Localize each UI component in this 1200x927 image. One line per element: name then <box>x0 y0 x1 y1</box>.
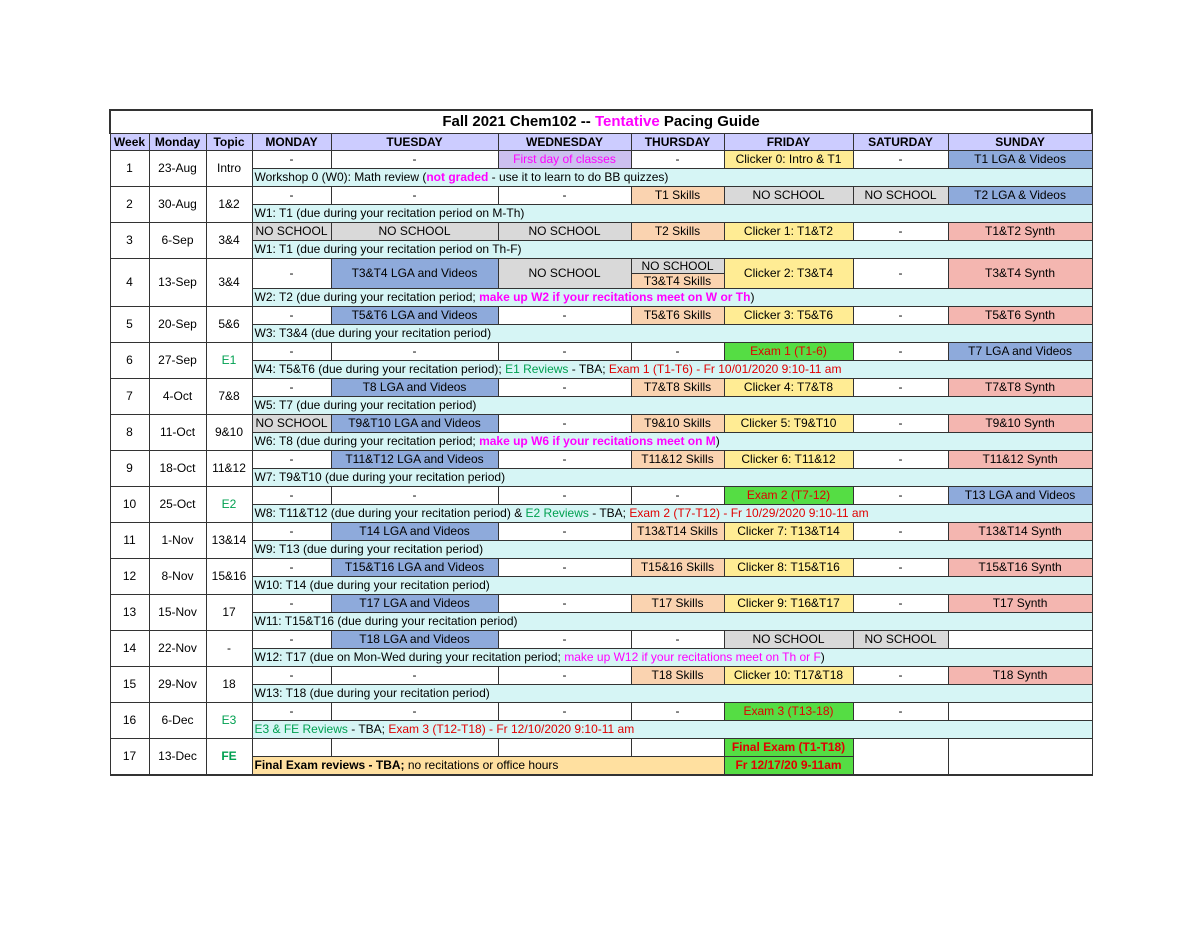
cell-thursday: T5&T6 Skills <box>631 307 724 325</box>
week-note: W12: T17 (due on Mon-Wed during your recitation period; make up W12 if your recitations meet on Th or F) <box>252 649 1092 667</box>
cell-friday: Clicker 6: T11&12 <box>724 451 853 469</box>
week-note: W1: T1 (due during your recitation period on Th-F) <box>252 241 1092 259</box>
cell-monday: - <box>252 595 331 613</box>
cell-friday: Exam 2 (T7-12) <box>724 487 853 505</box>
week-topic: - <box>206 631 252 667</box>
cell-sunday <box>948 703 1092 721</box>
cell-wednesday: - <box>498 187 631 205</box>
week-row <box>110 631 1092 649</box>
week-topic: 1&2 <box>206 187 252 223</box>
cell-tuesday <box>331 739 498 757</box>
week-number: 2 <box>110 187 149 223</box>
cell-wednesday: - <box>498 379 631 397</box>
cell-wednesday: - <box>498 487 631 505</box>
week-topic: 5&6 <box>206 307 252 343</box>
cell-thursday: - <box>631 631 724 649</box>
week-note-row <box>110 325 1092 343</box>
cell-thursday: T11&12 Skills <box>631 451 724 469</box>
cell-tuesday: T11&T12 LGA and Videos <box>331 451 498 469</box>
week-row <box>110 595 1092 613</box>
col-header: FRIDAY <box>724 134 853 151</box>
week-topic: 3&4 <box>206 223 252 259</box>
cell-wednesday: - <box>498 667 631 685</box>
cell-sunday: T13 LGA and Videos <box>948 487 1092 505</box>
week-note-row <box>110 361 1092 379</box>
cell-sunday <box>948 739 1092 776</box>
cell-friday: Exam 1 (T1-6) <box>724 343 853 361</box>
cell-wednesday: - <box>498 523 631 541</box>
col-header: WEDNESDAY <box>498 134 631 151</box>
cell-monday: - <box>252 187 331 205</box>
cell-tuesday: - <box>331 151 498 169</box>
week-topic: 15&16 <box>206 559 252 595</box>
week-note-row <box>110 397 1092 415</box>
cell-friday: Clicker 3: T5&T6 <box>724 307 853 325</box>
week-row <box>110 559 1092 577</box>
week-note: W1: T1 (due during your recitation period on M-Th) <box>252 205 1092 223</box>
cell-sunday: T2 LGA & Videos <box>948 187 1092 205</box>
week-date: 6-Sep <box>149 223 206 259</box>
cell-saturday: - <box>853 151 948 169</box>
cell-thursday: - <box>631 343 724 361</box>
week-date: 13-Dec <box>149 739 206 776</box>
week-row <box>110 703 1092 721</box>
cell-friday: Clicker 0: Intro & T1 <box>724 151 853 169</box>
week-date: 29-Nov <box>149 667 206 703</box>
week-note: Final Exam reviews - TBA; no recitations or office hours <box>252 757 724 776</box>
cell-friday: NO SCHOOL <box>724 631 853 649</box>
week-note-row <box>110 241 1092 259</box>
col-header: SATURDAY <box>853 134 948 151</box>
week-note: W2: T2 (due during your recitation period; make up W2 if your recitations meet on W or Th) <box>252 289 1092 307</box>
cell-monday <box>252 739 331 757</box>
cell-tuesday: T17 LGA and Videos <box>331 595 498 613</box>
week-number: 11 <box>110 523 149 559</box>
week-row <box>110 307 1092 325</box>
col-header: Monday <box>149 134 206 151</box>
cell-monday: - <box>252 703 331 721</box>
week-date: 27-Sep <box>149 343 206 379</box>
cell-friday: Clicker 8: T15&T16 <box>724 559 853 577</box>
week-number: 12 <box>110 559 149 595</box>
cell-thursday: T17 Skills <box>631 595 724 613</box>
cell-sunday: T13&T14 Synth <box>948 523 1092 541</box>
cell-sunday: T18 Synth <box>948 667 1092 685</box>
cell-wednesday: - <box>498 415 631 433</box>
cell-thursday: T15&16 Skills <box>631 559 724 577</box>
week-number: 4 <box>110 259 149 307</box>
week-number: 10 <box>110 487 149 523</box>
week-note-row <box>110 721 1092 739</box>
pacing-guide-table <box>109 109 1093 776</box>
col-header: THURSDAY <box>631 134 724 151</box>
week-date: 20-Sep <box>149 307 206 343</box>
cell-friday: Final Exam (T1-T18) <box>724 739 853 757</box>
cell-tuesday: T18 LGA and Videos <box>331 631 498 649</box>
week-row <box>110 259 1092 274</box>
cell-wednesday: NO SCHOOL <box>498 223 631 241</box>
week-number: 14 <box>110 631 149 667</box>
cell-wednesday: First day of classes <box>498 151 631 169</box>
week-date: 25-Oct <box>149 487 206 523</box>
week-topic: Intro <box>206 151 252 187</box>
week-note-row <box>110 541 1092 559</box>
cell-thursday: T13&T14 Skills <box>631 523 724 541</box>
cell-saturday <box>853 739 948 776</box>
week-topic: FE <box>206 739 252 776</box>
cell-thursday <box>631 739 724 757</box>
week-number: 15 <box>110 667 149 703</box>
week-number: 17 <box>110 739 149 776</box>
week-topic: E2 <box>206 487 252 523</box>
cell-monday: - <box>252 259 331 289</box>
week-topic: 17 <box>206 595 252 631</box>
cell-sunday: T7 LGA and Videos <box>948 343 1092 361</box>
cell-thursday: T2 Skills <box>631 223 724 241</box>
cell-saturday: - <box>853 415 948 433</box>
week-topic: 13&14 <box>206 523 252 559</box>
week-row <box>110 667 1092 685</box>
final-exam-date: Fr 12/17/20 9-11am <box>724 757 853 776</box>
week-row <box>110 379 1092 397</box>
week-date: 18-Oct <box>149 451 206 487</box>
week-date: 4-Oct <box>149 379 206 415</box>
cell-friday: Clicker 1: T1&T2 <box>724 223 853 241</box>
cell-friday: Clicker 4: T7&T8 <box>724 379 853 397</box>
cell-tuesday: - <box>331 343 498 361</box>
cell-tuesday: NO SCHOOL <box>331 223 498 241</box>
week-note: W3: T3&4 (due during your recitation period) <box>252 325 1092 343</box>
cell-saturday: - <box>853 379 948 397</box>
week-note-row <box>110 205 1092 223</box>
cell-saturday: NO SCHOOL <box>853 631 948 649</box>
week-number: 8 <box>110 415 149 451</box>
cell-wednesday: - <box>498 451 631 469</box>
week-number: 3 <box>110 223 149 259</box>
week-note: W5: T7 (due during your recitation period) <box>252 397 1092 415</box>
week-date: 30-Aug <box>149 187 206 223</box>
cell-monday: - <box>252 307 331 325</box>
week-number: 16 <box>110 703 149 739</box>
week-note: W6: T8 (due during your recitation period; make up W6 if your recitations meet on M) <box>252 433 1092 451</box>
cell-monday: - <box>252 667 331 685</box>
cell-saturday: - <box>853 523 948 541</box>
week-date: 8-Nov <box>149 559 206 595</box>
cell-thursday: T18 Skills <box>631 667 724 685</box>
cell-friday: Clicker 7: T13&T14 <box>724 523 853 541</box>
week-topic: 7&8 <box>206 379 252 415</box>
cell-friday: Clicker 10: T17&T18 <box>724 667 853 685</box>
week-note-row <box>110 613 1092 631</box>
cell-monday: - <box>252 451 331 469</box>
cell-wednesday <box>498 739 631 757</box>
week-row <box>110 151 1092 169</box>
week-note-row <box>110 577 1092 595</box>
cell-saturday: - <box>853 595 948 613</box>
col-header: SUNDAY <box>948 134 1092 151</box>
week-row <box>110 415 1092 433</box>
cell-tuesday: T3&T4 LGA and Videos <box>331 259 498 289</box>
week-note: W7: T9&T10 (due during your recitation period) <box>252 469 1092 487</box>
week-date: 23-Aug <box>149 151 206 187</box>
cell-monday: - <box>252 379 331 397</box>
cell-sunday <box>948 631 1092 649</box>
cell-sunday: T7&T8 Synth <box>948 379 1092 397</box>
week-note: W11: T15&T16 (due during your recitation period) <box>252 613 1092 631</box>
cell-saturday: - <box>853 559 948 577</box>
cell-friday: NO SCHOOL <box>724 187 853 205</box>
week-topic: 3&4 <box>206 259 252 307</box>
cell-saturday: - <box>853 259 948 289</box>
pacing-guide-sheet <box>109 109 1093 776</box>
cell-friday: Clicker 9: T16&T17 <box>724 595 853 613</box>
cell-saturday: - <box>853 223 948 241</box>
week-note-row <box>110 685 1092 703</box>
cell-thursday: - <box>631 703 724 721</box>
cell-thursday: T9&10 Skills <box>631 415 724 433</box>
cell-tuesday: - <box>331 703 498 721</box>
week-note: Workshop 0 (W0): Math review (not graded - use it to learn to do BB quizzes) <box>252 169 1092 187</box>
page-title: Fall 2021 Chem102 -- Tentative Pacing Guide <box>110 110 1092 134</box>
cell-tuesday: - <box>331 487 498 505</box>
week-topic: 18 <box>206 667 252 703</box>
cell-thursday: T3&T4 Skills <box>631 274 724 289</box>
header-row <box>110 134 1092 151</box>
cell-sunday: T11&12 Synth <box>948 451 1092 469</box>
cell-sunday: T1&T2 Synth <box>948 223 1092 241</box>
week-note-row <box>110 289 1092 307</box>
week-note: W10: T14 (due during your recitation period) <box>252 577 1092 595</box>
cell-saturday: - <box>853 343 948 361</box>
cell-wednesday: - <box>498 631 631 649</box>
week-note-row <box>110 169 1092 187</box>
week-row <box>110 343 1092 361</box>
col-header: MONDAY <box>252 134 331 151</box>
week-row <box>110 739 1092 757</box>
week-note: W13: T18 (due during your recitation period) <box>252 685 1092 703</box>
cell-saturday: - <box>853 703 948 721</box>
cell-monday: - <box>252 487 331 505</box>
week-date: 1-Nov <box>149 523 206 559</box>
week-number: 7 <box>110 379 149 415</box>
cell-sunday: T15&T16 Synth <box>948 559 1092 577</box>
cell-tuesday: T8 LGA and Videos <box>331 379 498 397</box>
cell-wednesday: - <box>498 595 631 613</box>
cell-saturday: NO SCHOOL <box>853 187 948 205</box>
cell-thursday: - <box>631 487 724 505</box>
week-number: 6 <box>110 343 149 379</box>
cell-tuesday: T15&T16 LGA and Videos <box>331 559 498 577</box>
week-number: 1 <box>110 151 149 187</box>
cell-monday: NO SCHOOL <box>252 415 331 433</box>
week-note: W9: T13 (due during your recitation period) <box>252 541 1092 559</box>
week-date: 22-Nov <box>149 631 206 667</box>
week-topic: 9&10 <box>206 415 252 451</box>
cell-sunday: T9&10 Synth <box>948 415 1092 433</box>
cell-monday: - <box>252 631 331 649</box>
col-header: Week <box>110 134 149 151</box>
week-note-row <box>110 433 1092 451</box>
week-topic: E1 <box>206 343 252 379</box>
col-header: TUESDAY <box>331 134 498 151</box>
week-row <box>110 487 1092 505</box>
week-row <box>110 187 1092 205</box>
week-note-row <box>110 649 1092 667</box>
cell-thursday: - <box>631 151 724 169</box>
week-note-row <box>110 469 1092 487</box>
cell-wednesday: - <box>498 559 631 577</box>
week-note-row <box>110 505 1092 523</box>
cell-wednesday: - <box>498 307 631 325</box>
cell-wednesday: - <box>498 343 631 361</box>
week-row <box>110 223 1092 241</box>
week-number: 9 <box>110 451 149 487</box>
cell-monday: - <box>252 559 331 577</box>
cell-monday: - <box>252 343 331 361</box>
week-date: 15-Nov <box>149 595 206 631</box>
week-number: 13 <box>110 595 149 631</box>
week-date: 6-Dec <box>149 703 206 739</box>
week-row <box>110 451 1092 469</box>
week-date: 11-Oct <box>149 415 206 451</box>
cell-thursday: T7&T8 Skills <box>631 379 724 397</box>
week-note: W4: T5&T6 (due during your recitation period); E1 Reviews - TBA; Exam 1 (T1-T6) - Fr 10/01/2020 9:10-11 am <box>252 361 1092 379</box>
cell-saturday: - <box>853 487 948 505</box>
cell-friday: Exam 3 (T13-18) <box>724 703 853 721</box>
cell-saturday: - <box>853 667 948 685</box>
cell-sunday: T1 LGA & Videos <box>948 151 1092 169</box>
week-date: 13-Sep <box>149 259 206 307</box>
week-topic: 11&12 <box>206 451 252 487</box>
cell-monday: - <box>252 151 331 169</box>
cell-wednesday: NO SCHOOL <box>498 259 631 289</box>
week-note: W8: T11&T12 (due during your recitation period) & E2 Reviews - TBA; Exam 2 (T7-T12) - Fr 10/29/2020 9:10-11 am <box>252 505 1092 523</box>
cell-tuesday: T14 LGA and Videos <box>331 523 498 541</box>
cell-tuesday: T5&T6 LGA and Videos <box>331 307 498 325</box>
cell-sunday: T3&T4 Synth <box>948 259 1092 289</box>
cell-wednesday: - <box>498 703 631 721</box>
cell-tuesday: - <box>331 667 498 685</box>
week-note: E3 & FE Reviews - TBA; Exam 3 (T12-T18) - Fr 12/10/2020 9:10-11 am <box>252 721 1092 739</box>
cell-thursday: T1 Skills <box>631 187 724 205</box>
cell-sunday: T17 Synth <box>948 595 1092 613</box>
cell-friday: Clicker 2: T3&T4 <box>724 259 853 289</box>
cell-saturday: - <box>853 307 948 325</box>
cell-sunday: T5&T6 Synth <box>948 307 1092 325</box>
cell-saturday: - <box>853 451 948 469</box>
cell-monday: NO SCHOOL <box>252 223 331 241</box>
week-topic: E3 <box>206 703 252 739</box>
col-header: Topic <box>206 134 252 151</box>
cell-tuesday: - <box>331 187 498 205</box>
week-row <box>110 523 1092 541</box>
cell-friday: Clicker 5: T9&T10 <box>724 415 853 433</box>
week-number: 5 <box>110 307 149 343</box>
cell-tuesday: T9&T10 LGA and Videos <box>331 415 498 433</box>
cell-thursday: NO SCHOOL <box>631 259 724 274</box>
cell-monday: - <box>252 523 331 541</box>
